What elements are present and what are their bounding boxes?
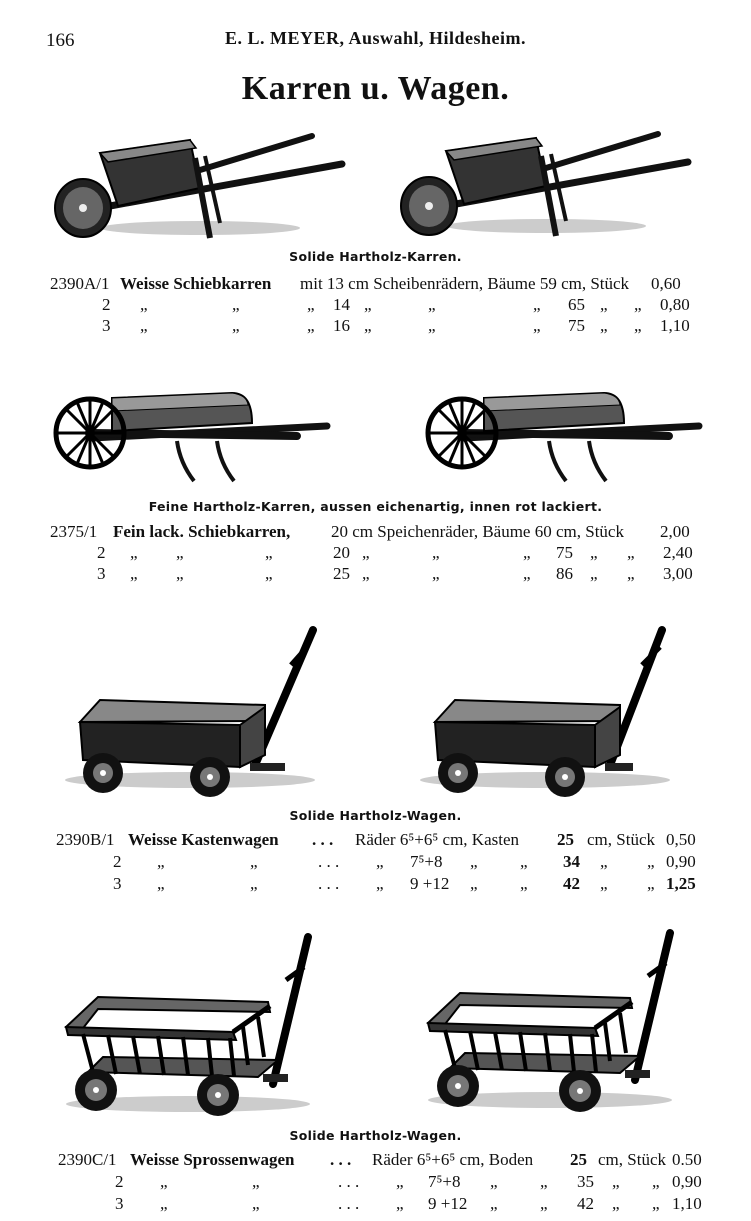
length: 75 (556, 543, 573, 562)
ditto-mark: „ (232, 295, 240, 314)
ditto-mark: „ (590, 564, 598, 583)
table-row (0, 852, 751, 872)
box-wagon-illustration-right (410, 625, 675, 800)
ditto-mark: „ (470, 852, 478, 871)
wheel-size: 14 (333, 295, 350, 314)
ditto-mark: „ (520, 874, 528, 893)
wheelbarrow-illustration-right (396, 126, 696, 241)
table-row (0, 543, 751, 563)
section-caption: Feine Hartholz-Karren, aussen eichenartig, innen rot lackiert. (148, 499, 603, 514)
leader-dots: . . . (318, 874, 340, 893)
ditto-mark: „ (533, 295, 541, 314)
table-row (0, 274, 751, 294)
table-row (0, 295, 751, 315)
table-row (0, 1194, 751, 1214)
ditto-mark: „ (490, 1172, 498, 1191)
item-price: 0,90 (666, 852, 696, 871)
ditto-mark: „ (232, 316, 240, 335)
ditto-mark: „ (157, 874, 165, 893)
wheel-size: 25 (333, 564, 350, 583)
unit-label: cm, Stück (598, 1150, 666, 1169)
item-code: 2 (113, 852, 122, 871)
item-price: 1,10 (672, 1194, 702, 1213)
ditto-mark: „ (540, 1172, 548, 1191)
item-price: 0.50 (672, 1150, 702, 1169)
running-head: E. L. MEYER, Auswahl, Hildesheim. (224, 28, 527, 48)
wheel-size: 9 +12 (410, 874, 450, 893)
ditto-mark: „ (612, 1194, 620, 1213)
ditto-mark: „ (533, 316, 541, 335)
ditto-mark: „ (250, 874, 258, 893)
wheel-size: 7⁵+8 (410, 852, 443, 871)
ditto-mark: „ (647, 874, 655, 893)
item-code: 2 (97, 543, 106, 562)
item-name: Weisse Kastenwagen (128, 830, 279, 849)
ditto-mark: „ (157, 852, 165, 871)
wheel-size: 20 (333, 543, 350, 562)
ditto-mark: „ (432, 543, 440, 562)
ditto-mark: „ (160, 1194, 168, 1213)
leader-dots: . . . (330, 1150, 352, 1169)
item-price: 2,00 (660, 522, 690, 541)
rack-wagon-illustration-right (420, 928, 680, 1118)
item-name: Weisse Sprossenwagen (130, 1150, 295, 1169)
item-code: 2390A/1 (50, 274, 110, 293)
unit-label: cm, Stück (587, 830, 655, 849)
item-name: Weisse Schiebkarren (120, 274, 272, 293)
ditto-mark: „ (652, 1172, 660, 1191)
ditto-mark: „ (307, 295, 315, 314)
leader-dots: . . . (338, 1172, 360, 1191)
item-code: 2375/1 (50, 522, 98, 541)
item-code: 2390C/1 (58, 1150, 117, 1169)
length: 75 (568, 316, 585, 335)
ditto-mark: „ (362, 543, 370, 562)
floor-size: 25 (570, 1150, 587, 1169)
ditto-mark: „ (364, 295, 372, 314)
item-price: 3,00 (663, 564, 693, 583)
ditto-mark: „ (376, 874, 384, 893)
ditto-mark: „ (140, 295, 148, 314)
ditto-mark: „ (160, 1172, 168, 1191)
length: 65 (568, 295, 585, 314)
wheelbarrow-illustration-left (50, 128, 350, 243)
ditto-mark: „ (652, 1194, 660, 1213)
ditto-mark: „ (265, 564, 273, 583)
table-row (0, 1172, 751, 1192)
ditto-mark: „ (634, 316, 642, 335)
item-code: 2 (102, 295, 111, 314)
wheel-size: 9 +12 (428, 1194, 468, 1213)
box-size: 34 (563, 852, 580, 871)
ditto-mark: „ (627, 564, 635, 583)
item-code: 3 (115, 1194, 124, 1213)
ditto-mark: „ (140, 316, 148, 335)
ditto-mark: „ (600, 874, 608, 893)
ditto-mark: „ (600, 316, 608, 335)
table-row (0, 316, 751, 336)
table-row (0, 830, 751, 850)
item-price: 1,25 (666, 874, 696, 893)
item-price: 1,10 (660, 316, 690, 335)
ditto-mark: „ (612, 1172, 620, 1191)
section-caption: Solide Hartholz-Karren. (289, 249, 462, 264)
item-price: 0,60 (651, 274, 681, 293)
item-description: 20 cm Speichenräder, Bäume 60 cm, Stück (331, 522, 624, 541)
ditto-mark: „ (432, 564, 440, 583)
ditto-mark: „ (362, 564, 370, 583)
box-wagon-illustration-left (55, 625, 320, 800)
box-size: 25 (557, 830, 574, 849)
item-name: Fein lack. Schiebkarren, (113, 522, 291, 541)
ditto-mark: „ (252, 1194, 260, 1213)
item-code: 3 (113, 874, 122, 893)
ditto-mark: „ (523, 543, 531, 562)
ditto-mark: „ (130, 543, 138, 562)
item-code: 3 (102, 316, 111, 335)
ditto-mark: „ (364, 316, 372, 335)
item-price: 2,40 (663, 543, 693, 562)
ditto-mark: „ (523, 564, 531, 583)
ditto-mark: „ (396, 1194, 404, 1213)
ditto-mark: „ (590, 543, 598, 562)
spoke-wheelbarrow-illustration-right (424, 383, 704, 493)
item-code: 2390B/1 (56, 830, 115, 849)
ditto-mark: „ (470, 874, 478, 893)
ditto-mark: „ (130, 564, 138, 583)
floor-size: 42 (577, 1194, 594, 1213)
item-description: mit 13 cm Scheibenrädern, Bäume 59 cm, Stück (300, 274, 630, 293)
ditto-mark: „ (627, 543, 635, 562)
table-row (0, 522, 751, 542)
section-caption: Solide Hartholz-Wagen. (289, 808, 462, 823)
ditto-mark: „ (600, 295, 608, 314)
ditto-mark: „ (490, 1194, 498, 1213)
ditto-mark: „ (647, 852, 655, 871)
spoke-wheelbarrow-illustration-left (52, 383, 332, 493)
length: 86 (556, 564, 573, 583)
ditto-mark: „ (520, 852, 528, 871)
item-price: 0,80 (660, 295, 690, 314)
section-caption: Solide Hartholz-Wagen. (289, 1128, 462, 1143)
ditto-mark: „ (634, 295, 642, 314)
ditto-mark: „ (540, 1194, 548, 1213)
ditto-mark: „ (250, 852, 258, 871)
item-price: 0,50 (666, 830, 696, 849)
ditto-mark: „ (376, 852, 384, 871)
leader-dots: . . . (338, 1194, 360, 1213)
wheel-size: 16 (333, 316, 350, 335)
item-description: Räder 6⁵+6⁵ cm, Kasten (355, 830, 520, 849)
table-row (0, 1150, 751, 1170)
ditto-mark: „ (600, 852, 608, 871)
leader-dots: . . . (318, 852, 340, 871)
box-size: 42 (563, 874, 580, 893)
item-code: 2 (115, 1172, 124, 1191)
ditto-mark: „ (176, 543, 184, 562)
ditto-mark: „ (176, 564, 184, 583)
item-code: 3 (97, 564, 106, 583)
ditto-mark: „ (265, 543, 273, 562)
item-description: Räder 6⁵+6⁵ cm, Boden (372, 1150, 534, 1169)
ditto-mark: „ (428, 316, 436, 335)
table-row (0, 874, 751, 894)
ditto-mark: „ (307, 316, 315, 335)
ditto-mark: „ (396, 1172, 404, 1191)
page-number: 166 (46, 30, 75, 51)
wheel-size: 7⁵+8 (428, 1172, 461, 1191)
rack-wagon-illustration-left (58, 932, 318, 1122)
floor-size: 35 (577, 1172, 594, 1191)
ditto-mark: „ (252, 1172, 260, 1191)
table-row (0, 564, 751, 584)
page-title: Karren u. Wagen. (241, 70, 510, 107)
item-price: 0,90 (672, 1172, 702, 1191)
ditto-mark: „ (428, 295, 436, 314)
leader-dots: . . . (312, 830, 334, 849)
